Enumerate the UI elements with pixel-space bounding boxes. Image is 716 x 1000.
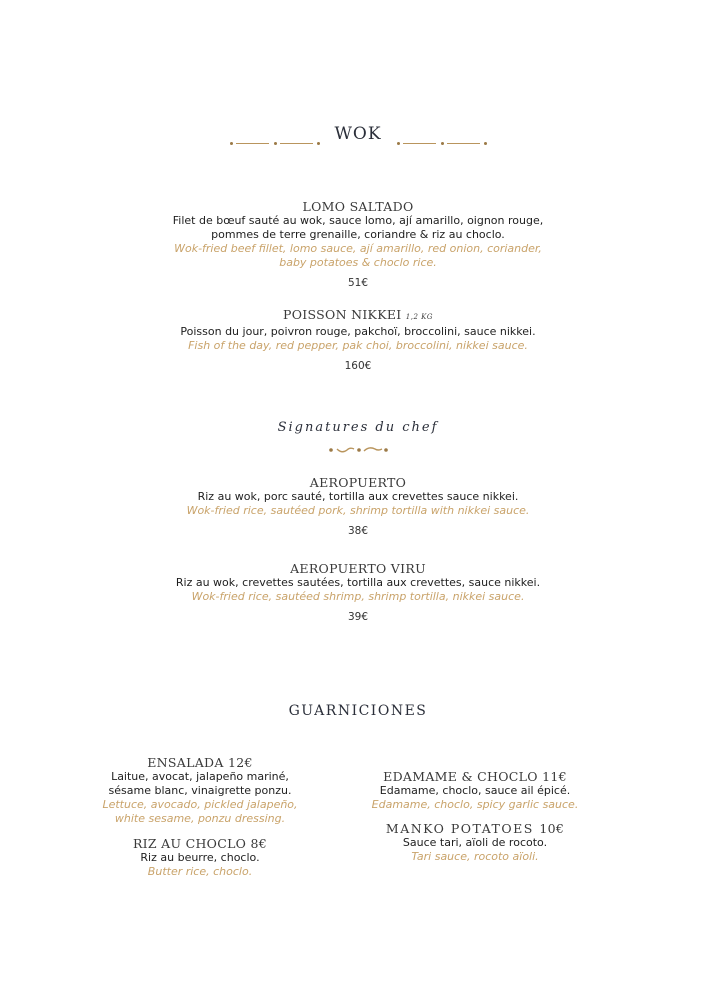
dish-name: LOMO SALTADO <box>302 199 414 214</box>
dish-description-fr: Poisson du jour, poivron rouge, pakchoï, broccolini, sauce nikkei. <box>180 325 536 338</box>
dish-name: POISSON NIKKEI <box>283 307 402 322</box>
dish-description-fr: Laitue, avocat, jalapeño mariné, <box>111 770 289 783</box>
dish-description-fr: Sauce tari, aïoli de rocoto. <box>402 836 548 849</box>
dish-description-en: Butter rice, choclo. <box>147 865 253 878</box>
section-title-signatures: Signatures du chef <box>277 420 439 435</box>
dish-description-en: Wok-fried beef fillet, lomo sauce, ají amarillo, red onion, coriander, <box>174 242 542 255</box>
dish-description-fr: Filet de bœuf sauté au wok, sauce lomo, ají amarillo, oignon rouge, <box>172 214 544 227</box>
dish-price: 51€ <box>347 277 369 289</box>
side-edamame-choclo <box>360 769 590 812</box>
dish-price: 160€ <box>344 360 372 372</box>
dish-lomo-saltado <box>0 199 716 289</box>
dish-price: 11€ <box>542 769 567 784</box>
dish-description-fr: pommes de terre grenaille, coriandre & riz au choclo. <box>211 228 505 241</box>
dish-price: 8€ <box>250 836 268 851</box>
dish-description-fr: Riz au beurre, choclo. <box>140 851 260 864</box>
dish-description-fr: sésame blanc, vinaigrette ponzu. <box>108 784 292 797</box>
section-title-guarniciones: GUARNICIONES <box>288 703 428 719</box>
dish-description-fr: Edamame, choclo, sauce ail épicé. <box>379 784 571 797</box>
dish-description-en: Wok-fried rice, sautéed pork, shrimp tortilla with nikkei sauce. <box>186 504 530 517</box>
dish-description-en: white sesame, ponzu dressing. <box>114 812 286 825</box>
dish-description-fr: Riz au wok, crevettes sautées, tortilla aux crevettes, sauce nikkei. <box>175 576 541 589</box>
side-riz-au-choclo <box>100 836 300 879</box>
dish-description-en: Tari sauce, rocoto aïoli. <box>411 850 539 863</box>
dish-price: 10€ <box>539 821 565 836</box>
dish-price: 39€ <box>347 611 369 623</box>
dish-description-fr: Riz au wok, porc sauté, tortilla aux crevettes sauce nikkei. <box>197 490 519 503</box>
side-ensalada <box>100 755 300 826</box>
wave-ornament-icon <box>328 441 390 460</box>
section-title-wok: WOK <box>334 124 382 144</box>
dish-description-en: baby potatoes & choclo rice. <box>279 256 437 269</box>
dish-weight: 1,2 KG <box>405 313 433 321</box>
dish-name: MANKO POTATOES <box>385 821 534 836</box>
dish-description-en: Lettuce, avocado, pickled jalapeño, <box>102 798 298 811</box>
dish-name: AEROPUERTO VIRU <box>290 561 426 576</box>
dish-name: EDAMAME & CHOCLO <box>383 769 538 784</box>
dish-name: RIZ AU CHOCLO <box>132 836 247 851</box>
dish-aeropuerto <box>0 475 716 537</box>
side-manko-potatoes <box>360 821 590 864</box>
dish-description-en: Edamame, choclo, spicy garlic sauce. <box>371 798 579 811</box>
dish-price: 38€ <box>347 525 369 537</box>
dish-name: AEROPUERTO <box>309 475 407 490</box>
dish-description-en: Wok-fried rice, sautéed shrimp, shrimp tortilla, nikkei sauce. <box>191 590 525 603</box>
dish-description-en: Fish of the day, red pepper, pak choi, broccolini, nikkei sauce. <box>188 339 528 352</box>
dish-poisson-nikkei <box>0 307 716 372</box>
dish-aeropuerto-viru <box>0 561 716 623</box>
dish-name: ENSALADA <box>147 755 224 770</box>
dish-price: 12€ <box>227 755 253 770</box>
